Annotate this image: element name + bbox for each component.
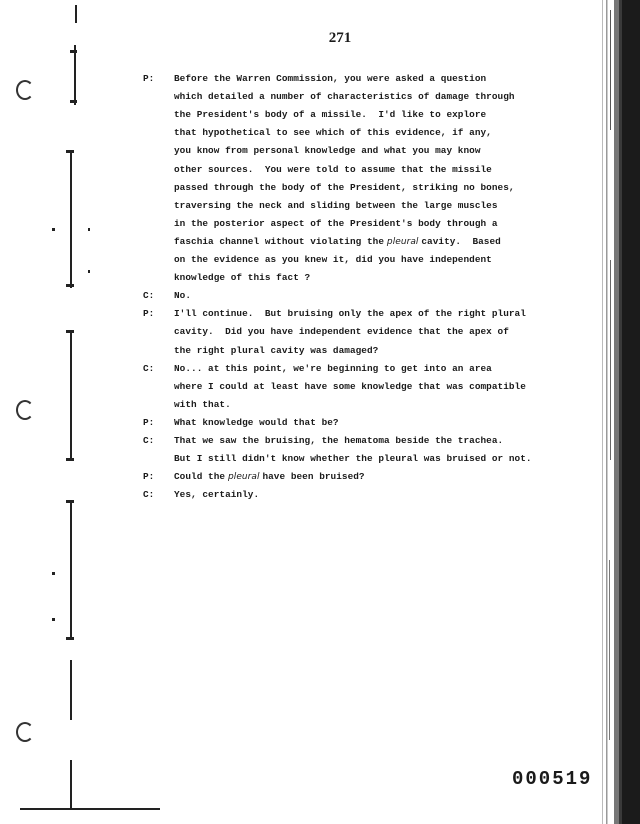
transcript-line — [174, 91, 515, 102]
transcript-line — [174, 471, 365, 482]
speaker-label: P: — [143, 308, 155, 320]
line-text: I'll continue. But bruising only the apex of the right plural — [174, 308, 526, 320]
margin-mark — [66, 330, 74, 333]
speaker-label: P: — [143, 73, 155, 84]
transcript-line — [174, 73, 486, 84]
line-text: that hypothetical to see which of this evidence, if any, — [174, 127, 492, 139]
margin-mark — [70, 50, 77, 53]
transcript-line — [174, 109, 486, 120]
transcript-line — [174, 435, 503, 446]
line-text: on the evidence as you knew it, did you have independent — [174, 254, 492, 265]
margin-mark — [52, 228, 55, 231]
margin-mark — [74, 45, 76, 105]
transcript-line — [174, 417, 339, 428]
line-text: faschia channel without violating the — [174, 235, 385, 247]
margin-mark — [52, 618, 55, 621]
transcript-line — [174, 272, 310, 283]
transcript-line — [174, 453, 532, 464]
margin-mark — [88, 270, 90, 273]
speaker-label: C: — [143, 290, 155, 302]
page-number: 271 — [328, 30, 352, 46]
margin-mark — [70, 760, 72, 810]
line-text: That we saw the bruising, the hematoma beside the trachea. — [174, 435, 504, 446]
binder-hole — [16, 80, 34, 100]
line-text: passed through the body of the President, striking no bones, — [174, 181, 515, 193]
line-text: But I still didn't know whether the pleural was bruised or not. — [174, 453, 532, 465]
transcript-line — [174, 363, 492, 374]
margin-mark — [70, 660, 72, 720]
line-text: cavity. Did you have independent evidence that the apex of — [174, 326, 509, 338]
handwritten-insertion: pleural — [225, 472, 263, 483]
binder-hole — [16, 400, 34, 420]
speaker-label: C: — [143, 435, 155, 446]
margin-mark — [66, 150, 74, 153]
margin-mark — [70, 500, 72, 640]
line-text-continued: cavity. Based — [421, 235, 501, 247]
line-text: No. — [174, 290, 192, 302]
margin-mark — [75, 5, 77, 23]
line-text: Could the — [174, 471, 226, 483]
line-text-continued: have been bruised? — [262, 471, 365, 483]
line-text: the President's body of a missile. I'd like to explore — [174, 109, 487, 121]
line-text: you know from personal knowledge and what you may know — [174, 145, 481, 157]
line-text: where I could at least have some knowledge that was compatible — [174, 380, 526, 392]
transcript-line — [174, 254, 492, 265]
margin-mark — [70, 330, 72, 460]
margin-mark — [66, 637, 74, 640]
transcript-line — [174, 145, 481, 156]
line-text: traversing the neck and sliding between the large muscles — [174, 199, 498, 211]
transcript-line — [174, 127, 492, 138]
margin-mark — [70, 100, 77, 103]
transcript-line — [174, 164, 492, 175]
margin-mark — [66, 500, 74, 503]
margin-mark — [66, 284, 74, 287]
transcript-line — [174, 326, 509, 337]
speaker-label: C: — [143, 362, 155, 374]
line-text: knowledge of this fact ? — [174, 272, 311, 284]
document-id: 000519 — [512, 768, 593, 790]
margin-mark — [70, 150, 72, 288]
speaker-label: P: — [143, 471, 155, 483]
transcript-line — [174, 399, 231, 410]
transcript-line — [174, 308, 526, 319]
transcript-line — [174, 381, 526, 392]
line-text: with that. — [174, 398, 231, 410]
line-text: which detailed a number of characteristics of damage through — [174, 91, 515, 103]
margin-mark — [88, 228, 90, 231]
line-text: in the posterior aspect of the President's body through a — [174, 217, 498, 229]
line-text: Before the Warren Commission, you were asked a question — [174, 73, 487, 84]
speaker-label: P: — [143, 416, 155, 428]
page-edge-shadow — [600, 0, 640, 824]
transcript-line — [174, 489, 259, 500]
line-text: No... at this point, we're beginning to get into an area — [174, 362, 492, 374]
line-text: Yes, certainly. — [174, 489, 260, 501]
line-text: other sources. You were told to assume that the missile — [174, 163, 492, 175]
line-text: What knowledge would that be? — [174, 416, 339, 428]
binder-hole — [16, 722, 34, 742]
handwritten-insertion: pleural — [384, 236, 422, 247]
margin-mark — [66, 458, 74, 461]
transcript-line — [174, 236, 501, 247]
transcript-line — [174, 345, 378, 356]
transcript-line — [174, 200, 498, 211]
transcript-line — [174, 182, 515, 193]
line-text: the right plural cavity was damaged? — [174, 344, 379, 356]
transcript-line — [174, 290, 191, 301]
margin-mark — [52, 572, 55, 575]
bottom-rule — [20, 808, 160, 810]
speaker-label: C: — [143, 489, 155, 501]
transcript-line — [174, 218, 498, 229]
